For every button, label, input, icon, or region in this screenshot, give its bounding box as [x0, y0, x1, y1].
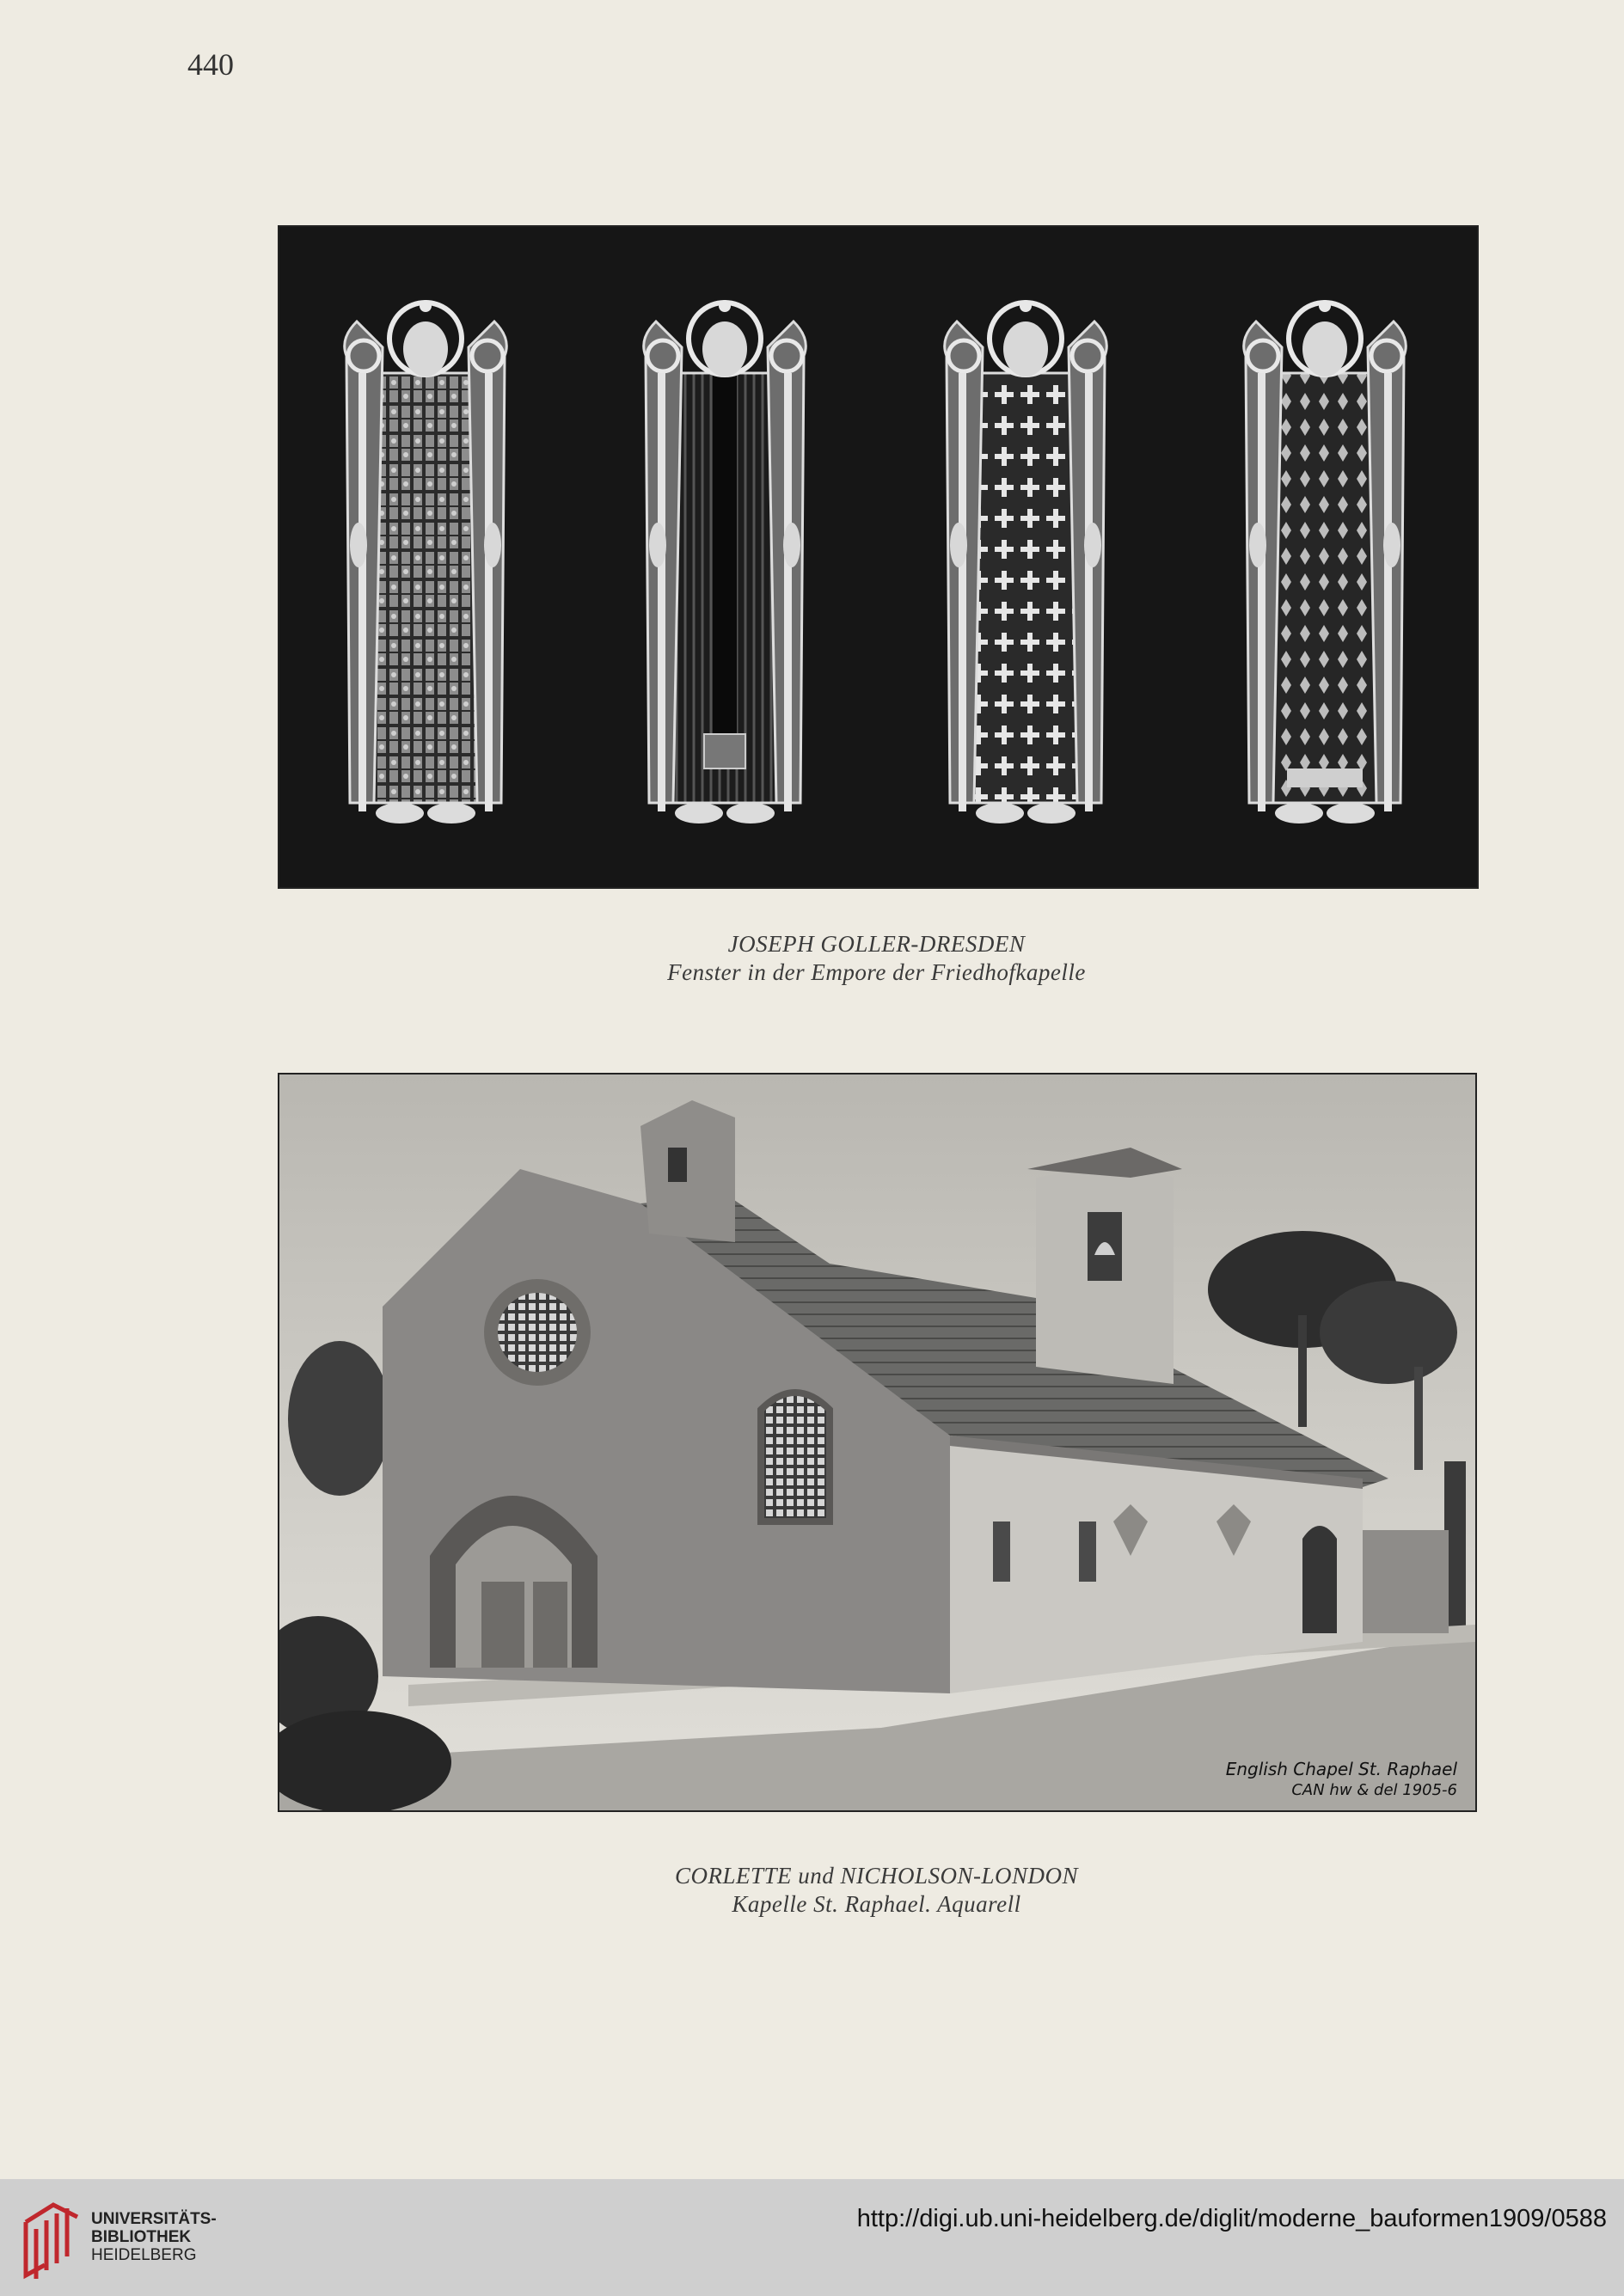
chapel-inscription-line2: CAN hw & del 1905-6 — [1291, 1781, 1457, 1799]
library-name-line1: UNIVERSITÄTS- — [91, 2210, 217, 2228]
page-number: 440 — [187, 47, 234, 82]
stained-glass-windows-image — [278, 225, 1479, 889]
figure1-caption — [278, 930, 1475, 987]
figure2-caption-title: CORLETTE und NICHOLSON-LONDON — [674, 1863, 1079, 1889]
figure1-caption-title: JOSEPH GOLLER-DRESDEN — [727, 931, 1026, 957]
chapel-watercolor-image — [278, 1073, 1477, 1812]
ub-heidelberg-logo-icon — [19, 2196, 81, 2282]
library-name-line2: BIBLIOTHEK — [91, 2228, 192, 2246]
figure2-caption — [278, 1862, 1475, 1919]
library-name — [91, 2210, 217, 2264]
source-url-link[interactable]: http://digi.ub.uni-heidelberg.de/diglit/moderne_bauformen1909/0588 — [856, 2205, 1607, 2232]
figure2-caption-subtitle: Kapelle St. Raphael. Aquarell — [732, 1891, 1021, 1917]
footer-bar — [0, 2179, 1624, 2296]
figure1-caption-subtitle: Fenster in der Empore der Friedhofkapelle — [667, 959, 1086, 985]
library-name-line3: HEIDELBERG — [91, 2246, 197, 2264]
chapel-inscription-line1: English Chapel St. Raphael — [1225, 1759, 1457, 1779]
